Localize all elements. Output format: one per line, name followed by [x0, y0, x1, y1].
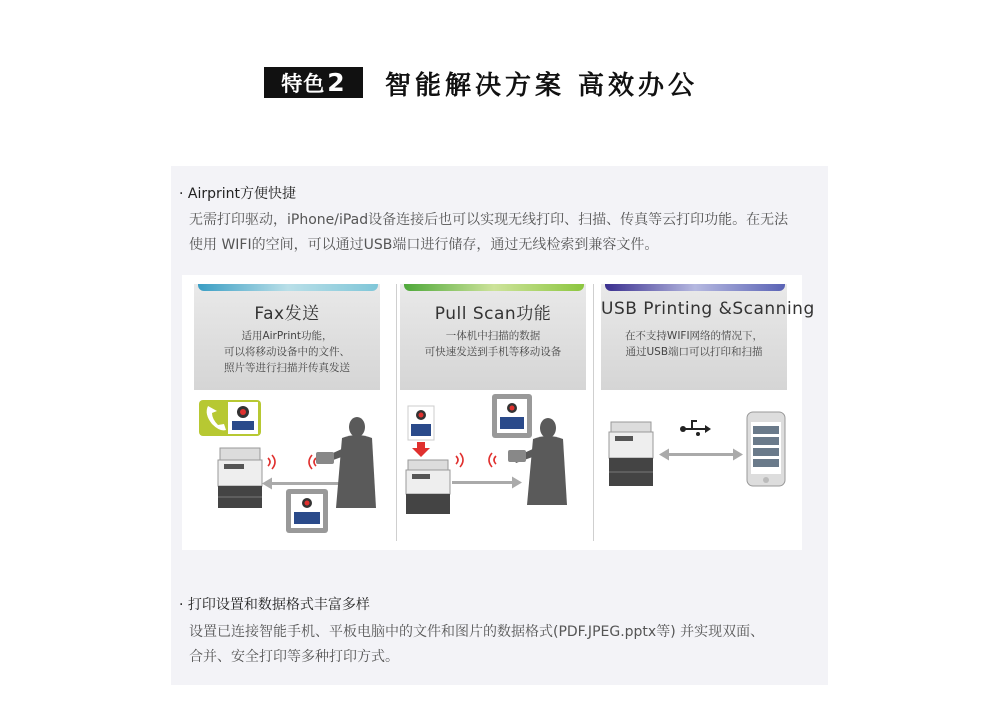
body-line: 无需打印驱动，iPhone/iPad设备连接后也可以实现无线打印、扫描、传真等云打印功能。在无法	[189, 212, 789, 228]
column-divider	[593, 284, 594, 541]
badge-text: 特色	[281, 71, 326, 96]
section-title-airprint: · Airprint方便快捷	[179, 186, 297, 202]
content-panel	[171, 166, 828, 685]
column-pull-scan	[400, 284, 586, 541]
section-body-airprint	[189, 208, 819, 258]
desc-line: 可以将移动设备中的文件、	[224, 346, 350, 358]
printer-icon	[406, 460, 450, 514]
fax-illustration	[194, 390, 380, 541]
section-title-formats: · 打印设置和数据格式丰富多样	[179, 597, 370, 613]
column-header	[400, 284, 586, 390]
pull-scan-illustration	[400, 390, 586, 541]
desc-line: 一体机中扫描的数据	[445, 330, 541, 342]
signal-icon	[456, 453, 496, 467]
document-icon	[408, 406, 434, 440]
tablet-icon	[508, 450, 526, 462]
printer-icon	[218, 448, 262, 508]
desc-line: 适用AirPrint功能，	[241, 330, 333, 342]
double-arrow-icon	[659, 449, 743, 461]
usb-illustration	[601, 390, 787, 541]
feature-figure	[182, 275, 815, 550]
smartphone-icon	[747, 412, 785, 486]
usb-icon	[680, 420, 711, 436]
arrow-icon	[262, 478, 348, 490]
header-stripe	[198, 284, 378, 291]
body-line: 使用 WIFI的空间，可以通过USB端口进行储存，通过无线检索到兼容文件。	[189, 237, 659, 253]
section-body-formats	[189, 620, 819, 670]
desc-line: 通过USB端口可以打印和扫描	[625, 346, 763, 358]
column-header	[601, 284, 815, 390]
column-divider	[396, 284, 397, 541]
document-icon	[286, 489, 328, 533]
body-line: 合并、安全打印等多种打印方式。	[189, 649, 399, 665]
column-description	[400, 328, 586, 360]
arrow-icon	[452, 477, 522, 489]
column-title: USB Printing &Scanning	[601, 299, 815, 319]
column-description	[601, 328, 787, 360]
desc-line: 在不支持WIFI网络的情况下，	[624, 330, 764, 342]
column-usb	[601, 284, 815, 541]
page-heading	[0, 63, 990, 103]
body-line: 设置已连接智能手机、平板电脑中的文件和图片的数据格式(PDF.JPEG.pptx等) 并实现双面、	[189, 624, 765, 640]
printer-icon	[609, 422, 653, 486]
page-title: 智能解决方案 高效办公	[385, 71, 699, 101]
desc-line: 照片等进行扫描并传真发送	[224, 362, 350, 374]
column-title: Pull Scan功能	[434, 304, 552, 324]
phone-icon	[199, 400, 261, 436]
down-arrow-icon	[412, 442, 430, 457]
document-icon	[492, 394, 532, 438]
column-fax	[194, 284, 380, 541]
badge-number: 2	[327, 68, 346, 97]
column-description	[194, 328, 380, 376]
signal-icon	[268, 455, 316, 469]
column-header	[194, 284, 380, 390]
tablet-icon	[316, 452, 334, 464]
header-stripe	[605, 284, 785, 291]
header-stripe	[404, 284, 584, 291]
feature-badge	[264, 67, 363, 98]
column-title: Fax发送	[254, 304, 320, 324]
desc-line: 可快速发送到手机等移动设备	[424, 346, 562, 358]
